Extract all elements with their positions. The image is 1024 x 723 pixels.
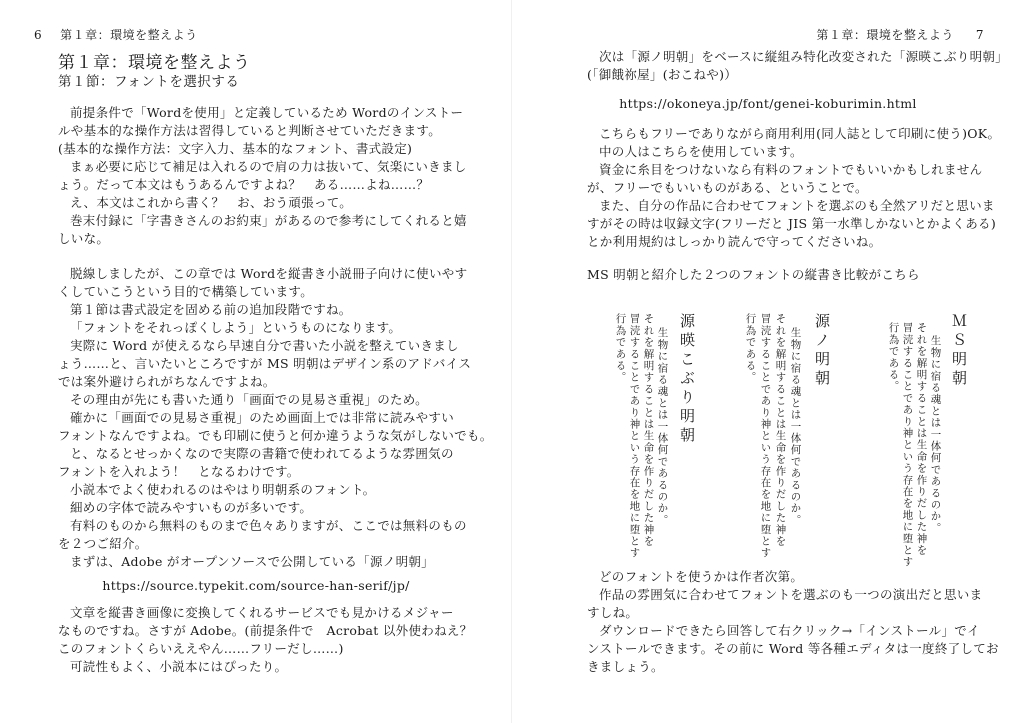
body-line: 次は「源ノ明朝」をベースに縦組み特化改変された「源暎こぶり明朝」: [599, 49, 1008, 64]
comparison-caption: MS 明朝と紹介した２つのフォントの縦書き比較がこちら: [587, 267, 920, 282]
body-line: このフォントくらいええやん……フリーだし……): [58, 641, 344, 656]
body-line: と、なるとせっかくなので実際の書籍で使われてるような雰囲気の: [70, 446, 454, 461]
body-line: 前提条件で「Wordを使用」と定義しているため Wordのインストー: [70, 105, 464, 120]
body-line: 資金に糸目をつけないなら有料のフォントでもいいかもしれません: [599, 162, 983, 177]
left-page-number: 6: [34, 28, 43, 42]
genei-koburi-sample-line: 行為である。: [614, 313, 627, 384]
body-line: くしていこうという目的で構築しています。: [58, 284, 314, 299]
ms-mincho-sample-line: 冒涜することであり神という存在を地に堕とす: [901, 322, 914, 568]
body-line: その理由が先にも書いた通り「画面での見易さ重視」のため。: [70, 392, 428, 407]
body-line: 確かに「画面での見易さ重視」のため画面上では非常に読みやすい: [70, 410, 455, 425]
genei-koburimin-link[interactable]: https://okoneya.jp/font/genei-koburimin.html: [619, 96, 917, 111]
source-han-serif-link[interactable]: https://source.typekit.com/source-han-serif/jp/: [102, 578, 410, 593]
body-line: 「フォントをそれっぽくしよう」というものになります。: [70, 320, 402, 335]
body-line: (基本的な操作方法：文字入力、基本的なフォント、書式設定): [58, 141, 413, 156]
body-line: フォントを入れよう！ となるわけです。: [58, 464, 300, 479]
body-line: 有料のものから無料のものまで色々ありますが、ここでは無料のもの: [70, 518, 467, 533]
left-running-title: 第１章：環境を整えよう: [60, 28, 198, 42]
body-line: すしね。: [587, 605, 639, 620]
body-line: 巻末付録に「字書きさんのお約束」があるので参考にしてくれると嬉: [70, 213, 467, 228]
body-line: え、本文はこれから書く？ お、おう頑張って。: [70, 195, 353, 210]
chapter-title: 第１章：環境を整えよう: [58, 53, 251, 73]
body-line: 細めの字体で読みやすいものが多いです。: [70, 500, 313, 515]
body-line: すがその時は収録文字(フリーだと JIS 第一水準しかないとかよくある): [587, 216, 997, 231]
body-line: 中の人はこちらを使用しています。: [599, 144, 803, 159]
body-line: ょう……と、言いたいところですが MS 明朝はデザイン系のアドバイス: [58, 356, 472, 371]
genei-koburi-title: 源暎こぶり明朝: [678, 313, 696, 446]
body-line: フォントなんですよね。でも印刷に使うと何か違うような気がしないでも。: [58, 428, 493, 443]
body-line: 第１節は書式設定を固める前の追加段階ですね。: [70, 302, 352, 317]
body-line: しいな。: [58, 231, 110, 246]
body-line: きましょう。: [587, 659, 664, 674]
source-han-sample-line: それを解明することは生命を作りだした神を: [774, 313, 787, 547]
body-line: (「御餓祢屋」(おこねや)）: [587, 67, 738, 82]
body-line: を２つご紹介。: [58, 536, 148, 551]
body-line: 作品の雰囲気に合わせてフォントを選ぶのも一つの演出だと思いま: [599, 587, 983, 602]
body-line: 脱線しましたが、この章では Wordを縦書き小説冊子向けに使いやす: [70, 266, 468, 281]
source-han-sample-line: 行為である。: [744, 313, 757, 384]
body-line: こちらもフリーでありながら商用利用(同人誌として印刷に使う)OK。: [599, 126, 1001, 141]
source-han-sample-line: 冒涜することであり神という存在を地に堕とす: [759, 313, 772, 559]
ms-mincho-title: ＭＳ明朝: [950, 313, 968, 389]
genei-koburi-sample-line: 冒涜することであり神という存在を地に堕とす: [628, 313, 641, 559]
body-line: また、自分の作品に合わせてフォントを選ぶのも全然アリだと思いま: [599, 198, 995, 213]
body-line: ょう。だって本文はもうあるんですよね？ ある……よね……？: [58, 177, 430, 192]
genei-koburi-sample-line: 生物に宿る魂とは一体何であるのか。: [656, 327, 669, 526]
section-title: 第１節：フォントを選択する: [58, 74, 240, 90]
body-line: まずは、Adobe がオープンソースで公開している「源ノ明朝」: [70, 554, 434, 569]
body-line: なものですね。さすが Adobe。(前提条件で Acrobat 以外使わねえ？: [58, 623, 473, 638]
right-page-number: 7: [975, 28, 984, 42]
genei-koburi-sample-line: それを解明することは生命を作りだした神を: [642, 313, 655, 547]
ms-mincho-sample-line: それを解明することは生命を作りだした神を: [915, 322, 928, 556]
body-line: 実際に Word が使えるなら早速自分で書いた小説を整えていきまし: [70, 338, 459, 353]
body-line: では案外避けられがちなんですよね。: [58, 374, 276, 389]
body-line: 小説本でよく使われるのはやはり明朝系のフォント。: [70, 482, 376, 497]
right-page: [512, 0, 1024, 723]
body-line: ルや基本的な操作方法は習得していると判断させていただきます。: [58, 123, 442, 138]
source-han-sample-line: 生物に宿る魂とは一体何であるのか。: [789, 327, 802, 526]
right-running-title: 第１章：環境を整えよう: [816, 28, 954, 42]
body-line: 可読性もよく、小説本にはぴったり。: [70, 659, 288, 674]
body-line: ンストールできます。その前に Word 等各種エディタは一度終了してお: [587, 641, 999, 656]
source-han-title: 源ノ明朝: [813, 313, 831, 389]
body-line: とか利用規約はしっかり読んで守ってくださいね。: [587, 234, 882, 249]
body-line: 文章を縦書き画像に変換してくれるサービスでも見かけるメジャー: [70, 605, 454, 620]
right-running-header: [816, 26, 984, 43]
body-line: まぁ必要に応じて補足は入れるので肩の力は抜いて、気楽にいきまし: [70, 159, 467, 174]
body-line: が、フリーでもいいものがある、ということで。: [587, 180, 868, 195]
body-line: どのフォントを使うかは作者次第。: [599, 569, 804, 584]
body-line: ダウンロードできたら回答して右クリック→「インストール」でイ: [599, 623, 980, 638]
left-running-header: [34, 26, 198, 43]
ms-mincho-sample-line: 生物に宿る魂とは一体何であるのか。: [929, 335, 942, 534]
ms-mincho-sample-line: 行為である。: [887, 322, 900, 393]
